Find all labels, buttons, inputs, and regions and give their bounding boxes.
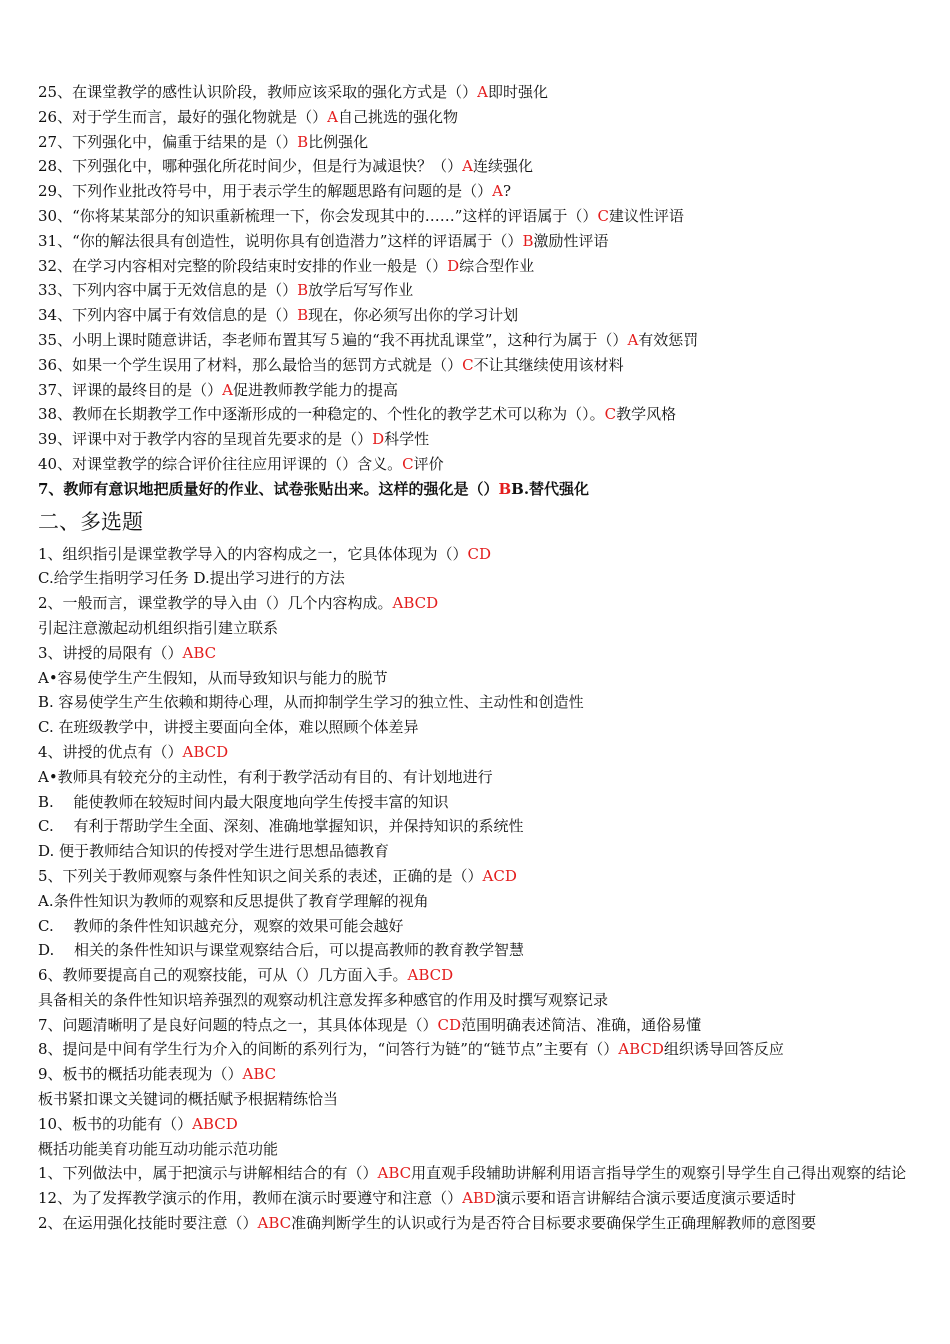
- question-text: 35、小明上课时随意讲话，李老师布置其写５遍的“我不再扰乱课堂”，这种行为属于（）: [38, 330, 628, 349]
- question-line: [38, 591, 918, 616]
- question-line: [38, 130, 918, 155]
- answer-letter: ACD: [482, 866, 517, 885]
- question-text: 3、讲授的局限有（）: [38, 643, 183, 662]
- answer-letter: D: [372, 430, 385, 449]
- answer-text: ?: [502, 182, 511, 201]
- answer-text: 科学性: [384, 430, 430, 449]
- answer-text: 有效惩罚: [638, 330, 699, 349]
- answer-text: 自己挑选的强化物: [337, 107, 458, 126]
- question-text: A•容易使学生产生假知，从而导致知识与能力的脱节: [38, 668, 388, 687]
- question-text: C.给学生指明学习任务 D.提出学习进行的方法: [38, 569, 345, 588]
- question-line: [38, 1137, 918, 1162]
- question-line: [38, 328, 918, 353]
- answer-letter: CD: [437, 1015, 462, 1034]
- question-text: 1、下列做法中，属于把演示与讲解相结合的有（）: [38, 1164, 378, 1183]
- question-text: 7、教师有意识地把质量好的作业、试卷张贴出来。这样的强化是（）: [38, 479, 499, 498]
- question-line: [38, 378, 918, 403]
- question-text: 2、在运用强化技能时要注意（）: [38, 1214, 258, 1233]
- question-line: [38, 1186, 918, 1211]
- question-text: 引起注意激起动机组织指引建立联系: [38, 618, 279, 637]
- question-text: D. 便于教师结合知识的传授对学生进行思想品德教育: [38, 842, 390, 861]
- answer-letter: C: [597, 206, 609, 225]
- question-line: [38, 427, 918, 452]
- answer-letter: A: [492, 182, 503, 201]
- question-text: 8、提问是中间有学生行为介入的间断的系列行为，“问答行为链”的“链节点”主要有（）: [38, 1040, 619, 1059]
- question-line: [38, 938, 918, 963]
- question-line: [38, 1087, 918, 1112]
- question-text: D. 相关的条件性知识与课堂观察结合后，可以提高教师的教育教学智慧: [38, 941, 525, 960]
- question-line: [38, 641, 918, 666]
- question-text: 37、评课的最终目的是（）: [38, 380, 223, 399]
- question-text: A.条件性知识为教师的观察和反思提供了教育学理解的视角: [38, 891, 429, 910]
- question-text: B. 容易使学生产生依赖和期待心理，从而抑制学生学习的独立性、主动性和创造性: [38, 693, 584, 712]
- answer-letter: A: [222, 380, 233, 399]
- section-title: 二、多选题: [38, 509, 143, 534]
- question-line: [38, 1037, 918, 1062]
- question-text: 具备相关的条件性知识培养强烈的观察动机注意发挥多种感官的作用及时撰写观察记录: [38, 990, 609, 1009]
- question-line: [38, 566, 918, 591]
- question-line: [38, 303, 918, 328]
- question-text: C. 在班级教学中，讲授主要面向全体，难以照顾个体差异: [38, 718, 419, 737]
- question-text: 6、教师要提高自己的观察技能，可从（）几方面入手。: [38, 966, 408, 985]
- answer-letter: ABC: [242, 1065, 277, 1084]
- question-line: [38, 1013, 918, 1038]
- question-line: [38, 814, 918, 839]
- answer-letter: B: [297, 281, 309, 300]
- question-text: 25、在课堂教学的感性认识阶段，教师应该采取的强化方式是（）: [38, 83, 478, 101]
- question-text: 28、下列强化中，哪种强化所花时间少，但是行为减退快？（）: [38, 157, 463, 176]
- answer-letter: ABC: [377, 1164, 412, 1183]
- answer-letter: C: [604, 405, 617, 424]
- answer-letter: C: [402, 454, 414, 473]
- question-line: [38, 229, 918, 254]
- answer-letter: B: [297, 306, 309, 325]
- answer-letter: A: [462, 157, 473, 176]
- wrapped-question-line: [38, 1161, 918, 1186]
- question-line: [38, 914, 918, 939]
- question-line: [38, 715, 918, 740]
- answer-letter: ABCD: [407, 966, 454, 985]
- answer-text: 用直观手段辅助讲解利用语言指导学生的观察引导学生自己得出观察的结论: [411, 1164, 907, 1183]
- answer-text: 不让其继续使用该材料: [473, 355, 624, 374]
- answer-text: 即时强化: [487, 83, 548, 101]
- question-line: [38, 1062, 918, 1087]
- question-text: 38、教师在长期教学工作中逐渐形成的一种稳定的、个性化的教学艺术可以称为（）。: [38, 405, 605, 424]
- answer-letter: ABC: [257, 1214, 292, 1233]
- bold-question-line: [38, 477, 918, 502]
- answer-letter: ABCD: [182, 742, 229, 761]
- question-text: 1、组织指引是课堂教学导入的内容构成之一，它具体体现为（）: [38, 544, 468, 563]
- question-text: 29、下列作业批改符号中，用于表示学生的解题思路有问题的是（）: [38, 182, 493, 201]
- question-text: 40、对课堂教学的综合评价往往应用评课的（）含义。: [38, 454, 403, 473]
- question-line: [38, 402, 918, 427]
- question-line: [38, 1112, 918, 1137]
- question-text: 板书紧扣课文关键词的概括赋予根据精练恰当: [38, 1090, 339, 1109]
- answer-text: 综合型作业: [459, 256, 535, 275]
- single-choice-list: [38, 80, 918, 477]
- answer-letter: ABCD: [618, 1040, 664, 1059]
- question-text: C. 有利于帮助学生全面、深刻、准确地掌握知识，并保持知识的系统性: [38, 817, 524, 836]
- question-text: 5、下列关于教师观察与条件性知识之间关系的表述，正确的是（）: [38, 866, 483, 885]
- answer-text: 放学后写写作业: [308, 281, 414, 300]
- question-line: [38, 616, 918, 641]
- answer-letter: A: [627, 330, 639, 349]
- question-line: [38, 278, 918, 303]
- answer-letter: A: [477, 83, 488, 101]
- answer-text: 演示要和语言讲解结合演示要适度演示要适时: [495, 1189, 796, 1208]
- question-line: [38, 988, 918, 1013]
- question-line: [38, 690, 918, 715]
- answer-text: 建议性评语: [608, 206, 684, 225]
- question-text: 31、“你的解法很具有创造性，说明你具有创造潜力”这样的评语属于（）: [38, 231, 523, 250]
- answer-text: 比例强化: [308, 132, 369, 151]
- answer-text: 范围明确表述简洁、准确，通俗易懂: [461, 1015, 702, 1034]
- question-text: 概括功能美育功能互动功能示范功能: [38, 1139, 279, 1158]
- question-text: 33、下列内容中属于无效信息的是（）: [38, 281, 298, 300]
- question-line: [38, 254, 918, 279]
- question-text: 32、在学习内容相对完整的阶段结束时安排的作业一般是（）: [38, 256, 448, 275]
- answer-letter: B: [522, 231, 534, 250]
- question-line: [38, 666, 918, 691]
- answer-letter: D: [447, 256, 460, 275]
- answer-text: 促进教师教学能力的提高: [232, 380, 398, 399]
- multi-choice-list: [38, 542, 918, 1162]
- question-line: [38, 452, 918, 477]
- question-line: [38, 889, 918, 914]
- answer-text: 激励性评语: [533, 231, 609, 250]
- question-line: [38, 740, 918, 765]
- answer-letter: ABD: [462, 1189, 496, 1208]
- answer-text: 准确判断学生的认识或行为是否符合目标要求要确保学生正确理解教师的意图要: [291, 1214, 817, 1233]
- answer-letter: B: [297, 132, 309, 151]
- answer-letter: C: [462, 355, 474, 374]
- answer-text: 组织诱导回答反应: [663, 1040, 784, 1059]
- question-line: [38, 105, 918, 130]
- question-line: [38, 864, 918, 889]
- question-text: A•教师具有较充分的主动性，有利于教学活动有目的、有计划地进行: [38, 767, 493, 786]
- answer-letter: B: [498, 479, 512, 498]
- tail-question-list: [38, 1186, 918, 1236]
- question-text: 27、下列强化中，偏重于结果的是（）: [38, 132, 298, 151]
- question-line: [38, 1211, 918, 1236]
- document-page: [38, 80, 918, 1236]
- question-line: [38, 80, 918, 105]
- question-line: [38, 839, 918, 864]
- answer-text: 教学风格: [616, 405, 677, 424]
- question-text: 12、为了发挥教学演示的作用，教师在演示时要遵守和注意（）: [38, 1189, 463, 1208]
- question-line: [38, 179, 918, 204]
- question-line: [38, 204, 918, 229]
- question-text: 34、下列内容中属于有效信息的是（）: [38, 306, 298, 325]
- answer-text: 连续强化: [472, 157, 533, 176]
- answer-text: B.替代强化: [511, 479, 590, 498]
- question-text: 10、板书的功能有（）: [38, 1114, 193, 1133]
- question-text: C. 教师的条件性知识越充分，观察的效果可能会越好: [38, 916, 404, 935]
- question-line: [38, 353, 918, 378]
- answer-letter: ABC: [182, 643, 217, 662]
- question-line: [38, 790, 918, 815]
- question-line: [38, 542, 918, 567]
- question-text: 26、对于学生而言，最好的强化物就是（）: [38, 107, 328, 126]
- question-text: 4、讲授的优点有（）: [38, 742, 183, 761]
- answer-letter: A: [327, 107, 338, 126]
- question-line: [38, 154, 918, 179]
- answer-letter: ABCD: [392, 594, 439, 613]
- answer-letter: ABCD: [192, 1114, 238, 1133]
- answer-text: 评价: [413, 454, 444, 473]
- answer-letter: CD: [467, 544, 492, 563]
- question-text: B. 能使教师在较短时间内最大限度地向学生传授丰富的知识: [38, 792, 449, 811]
- question-text: 9、板书的概括功能表现为（）: [38, 1065, 243, 1084]
- question-text: 36、如果一个学生误用了材料，那么最恰当的惩罚方式就是（）: [38, 355, 463, 374]
- question-line: [38, 765, 918, 790]
- question-text: 7、问题清晰明了是良好问题的特点之一，其具体体现是（）: [38, 1015, 438, 1034]
- question-text: 2、一般而言，课堂教学的导入由（）几个内容构成。: [38, 594, 393, 613]
- question-text: 39、评课中对于教学内容的呈现首先要求的是（）: [38, 430, 373, 449]
- question-line: [38, 963, 918, 988]
- question-text: 30、“你将某某部分的知识重新梳理一下，你会发现其中的……”这样的评语属于（）: [38, 206, 598, 225]
- answer-text: 现在，你必须写出你的学习计划: [308, 306, 519, 325]
